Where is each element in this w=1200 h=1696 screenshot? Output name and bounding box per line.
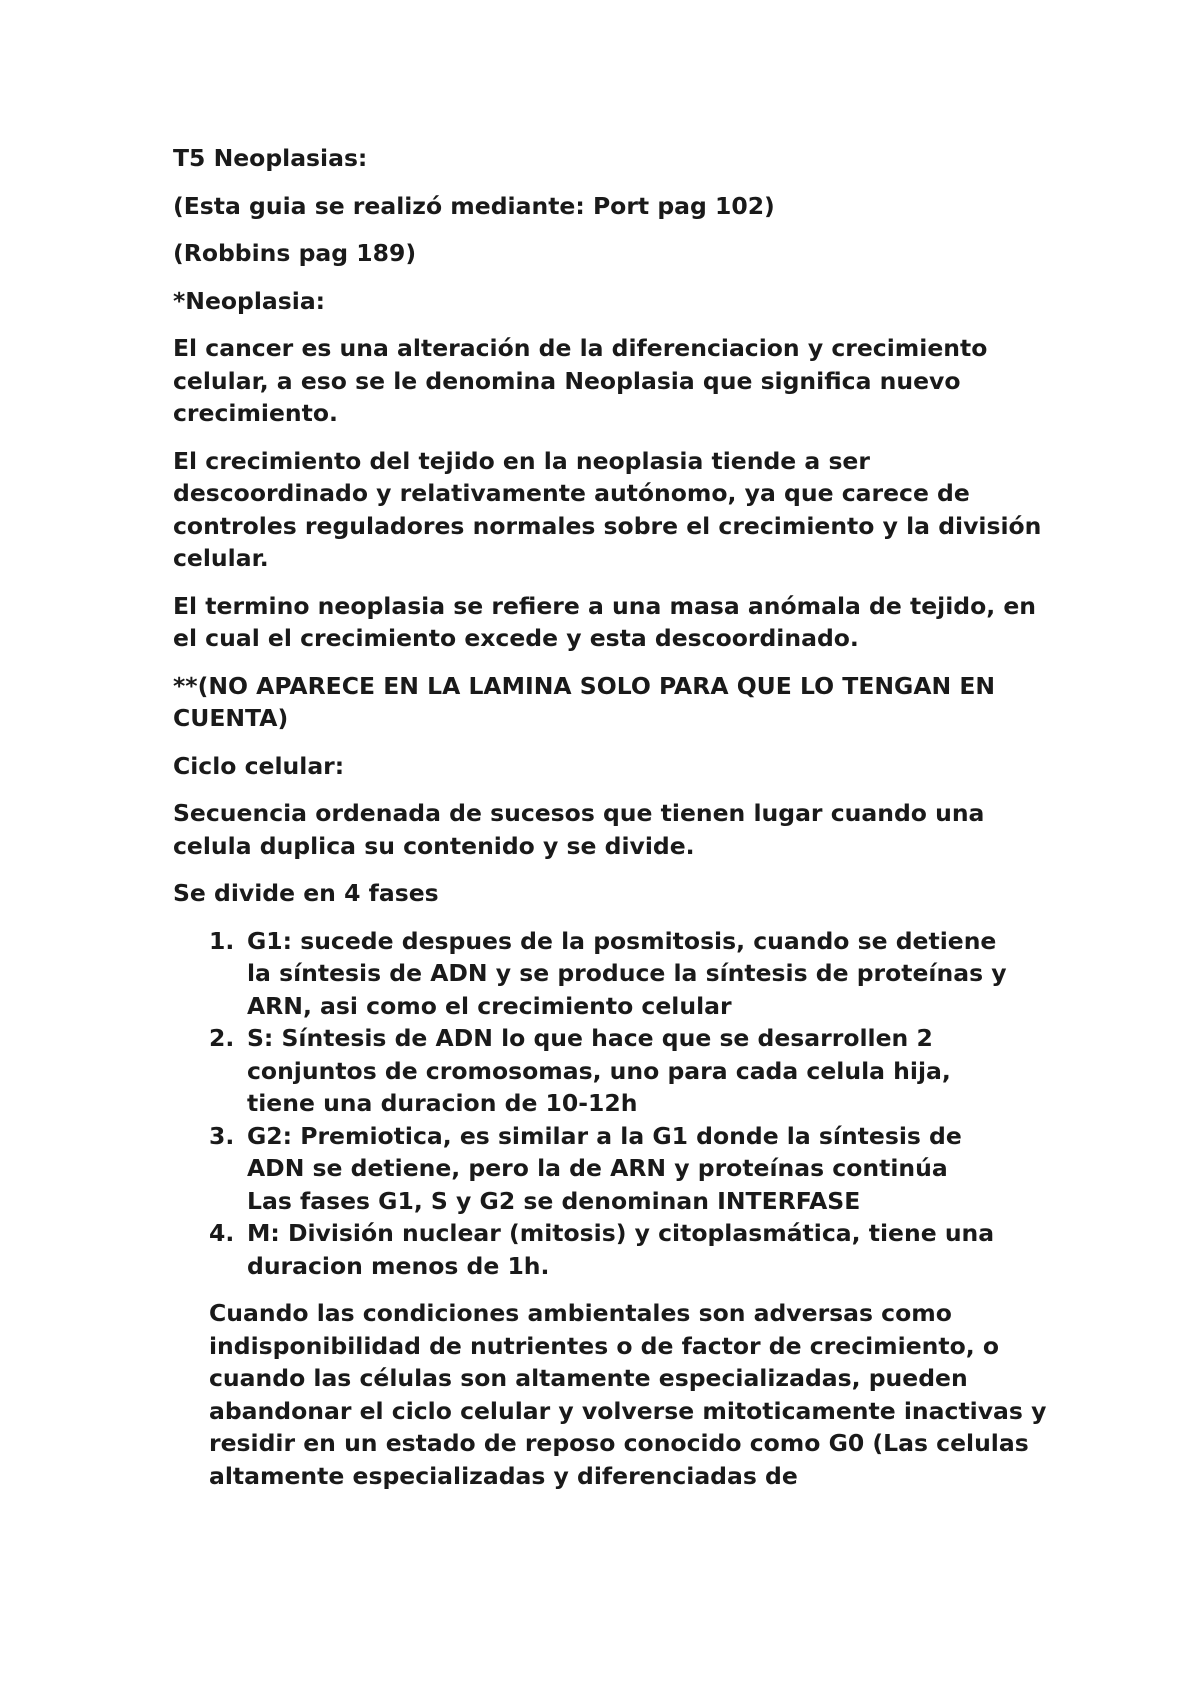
list-item xyxy=(209,925,1053,1023)
list-line: G2: Premiotica, es similar a la G1 donde la síntesis de xyxy=(247,1121,962,1150)
phase-list xyxy=(173,925,1053,1283)
list-number: 3. xyxy=(209,1121,235,1150)
list-line: S: Síntesis de ADN lo que hace que se desarrollen 2 xyxy=(247,1024,933,1052)
paragraph-g0-state: Cuando las condiciones ambientales son adversas como indisponibilidad de nutrientes o de factor de crecimiento, o cuando las células son altamente especializadas, pueden abandonar el ciclo celular y volverse mitoticamente inactivas y residir en un estado de reposo conocido como G0 (Las celulas altamente especializadas y diferenciadas de xyxy=(209,1299,1047,1490)
paragraph-cancer-definition: El cancer es una alteración de la diferenciacion y crecimiento celular, a eso se le denomina Neoplasia que significa nuevo crecimiento. xyxy=(173,334,988,427)
section-heading-neoplasia: *Neoplasia: xyxy=(173,286,326,315)
list-line: tiene una duracion de 10-12h xyxy=(247,1089,638,1117)
document-body xyxy=(173,142,1053,1507)
source-reference-port: (Esta guia se realizó mediante: Port pag 102) xyxy=(173,191,775,220)
section-heading-cell-cycle: Ciclo celular: xyxy=(173,751,345,780)
document-title: T5 Neoplasias: xyxy=(173,144,368,172)
note-not-in-slide: **(NO APARECE EN LA LAMINA SOLO PARA QUE LO TENGAN EN CUENTA) xyxy=(173,671,996,732)
source-reference-robbins: (Robbins pag 189) xyxy=(173,239,417,267)
list-number: 2. xyxy=(209,1024,235,1052)
list-line: ADN se detiene, pero la de ARN y proteínas continúa xyxy=(247,1154,948,1182)
list-line: conjuntos de cromosomas, uno para cada celula hija, xyxy=(247,1056,951,1085)
list-line: duracion menos de 1h. xyxy=(247,1251,550,1280)
list-line: ARN, asi como el crecimiento celular xyxy=(247,991,732,1020)
paragraph-four-phases: Se divide en 4 fases xyxy=(173,879,439,907)
paragraph-cell-cycle-definition: Secuencia ordenada de sucesos que tienen lugar cuando una celula duplica su contenido y se divide. xyxy=(173,799,985,860)
paragraph-neoplasia-term: El termino neoplasia se refiere a una masa anómala de tejido, en el cual el crecimiento excede y esta descoordinado. xyxy=(173,591,1037,652)
list-line: M: División nuclear (mitosis) y citoplasmática, tiene una xyxy=(247,1219,995,1247)
paragraph-tissue-growth: El crecimiento del tejido en la neoplasia tiende a ser descoordinado y relativamente autónomo, ya que carece de controles reguladores normales sobre el crecimiento y la división celular. xyxy=(173,446,1042,572)
list-item xyxy=(209,1217,1053,1282)
list-line: Las fases G1, S y G2 se denominan INTERFASE xyxy=(247,1186,861,1215)
list-item xyxy=(209,1022,1053,1120)
list-line: la síntesis de ADN y se produce la síntesis de proteínas y xyxy=(247,959,1007,987)
list-number: 1. xyxy=(209,926,235,955)
list-number: 4. xyxy=(209,1219,235,1247)
list-item xyxy=(209,1120,1053,1218)
list-line: G1: sucede despues de la posmitosis, cuando se detiene xyxy=(247,926,997,955)
